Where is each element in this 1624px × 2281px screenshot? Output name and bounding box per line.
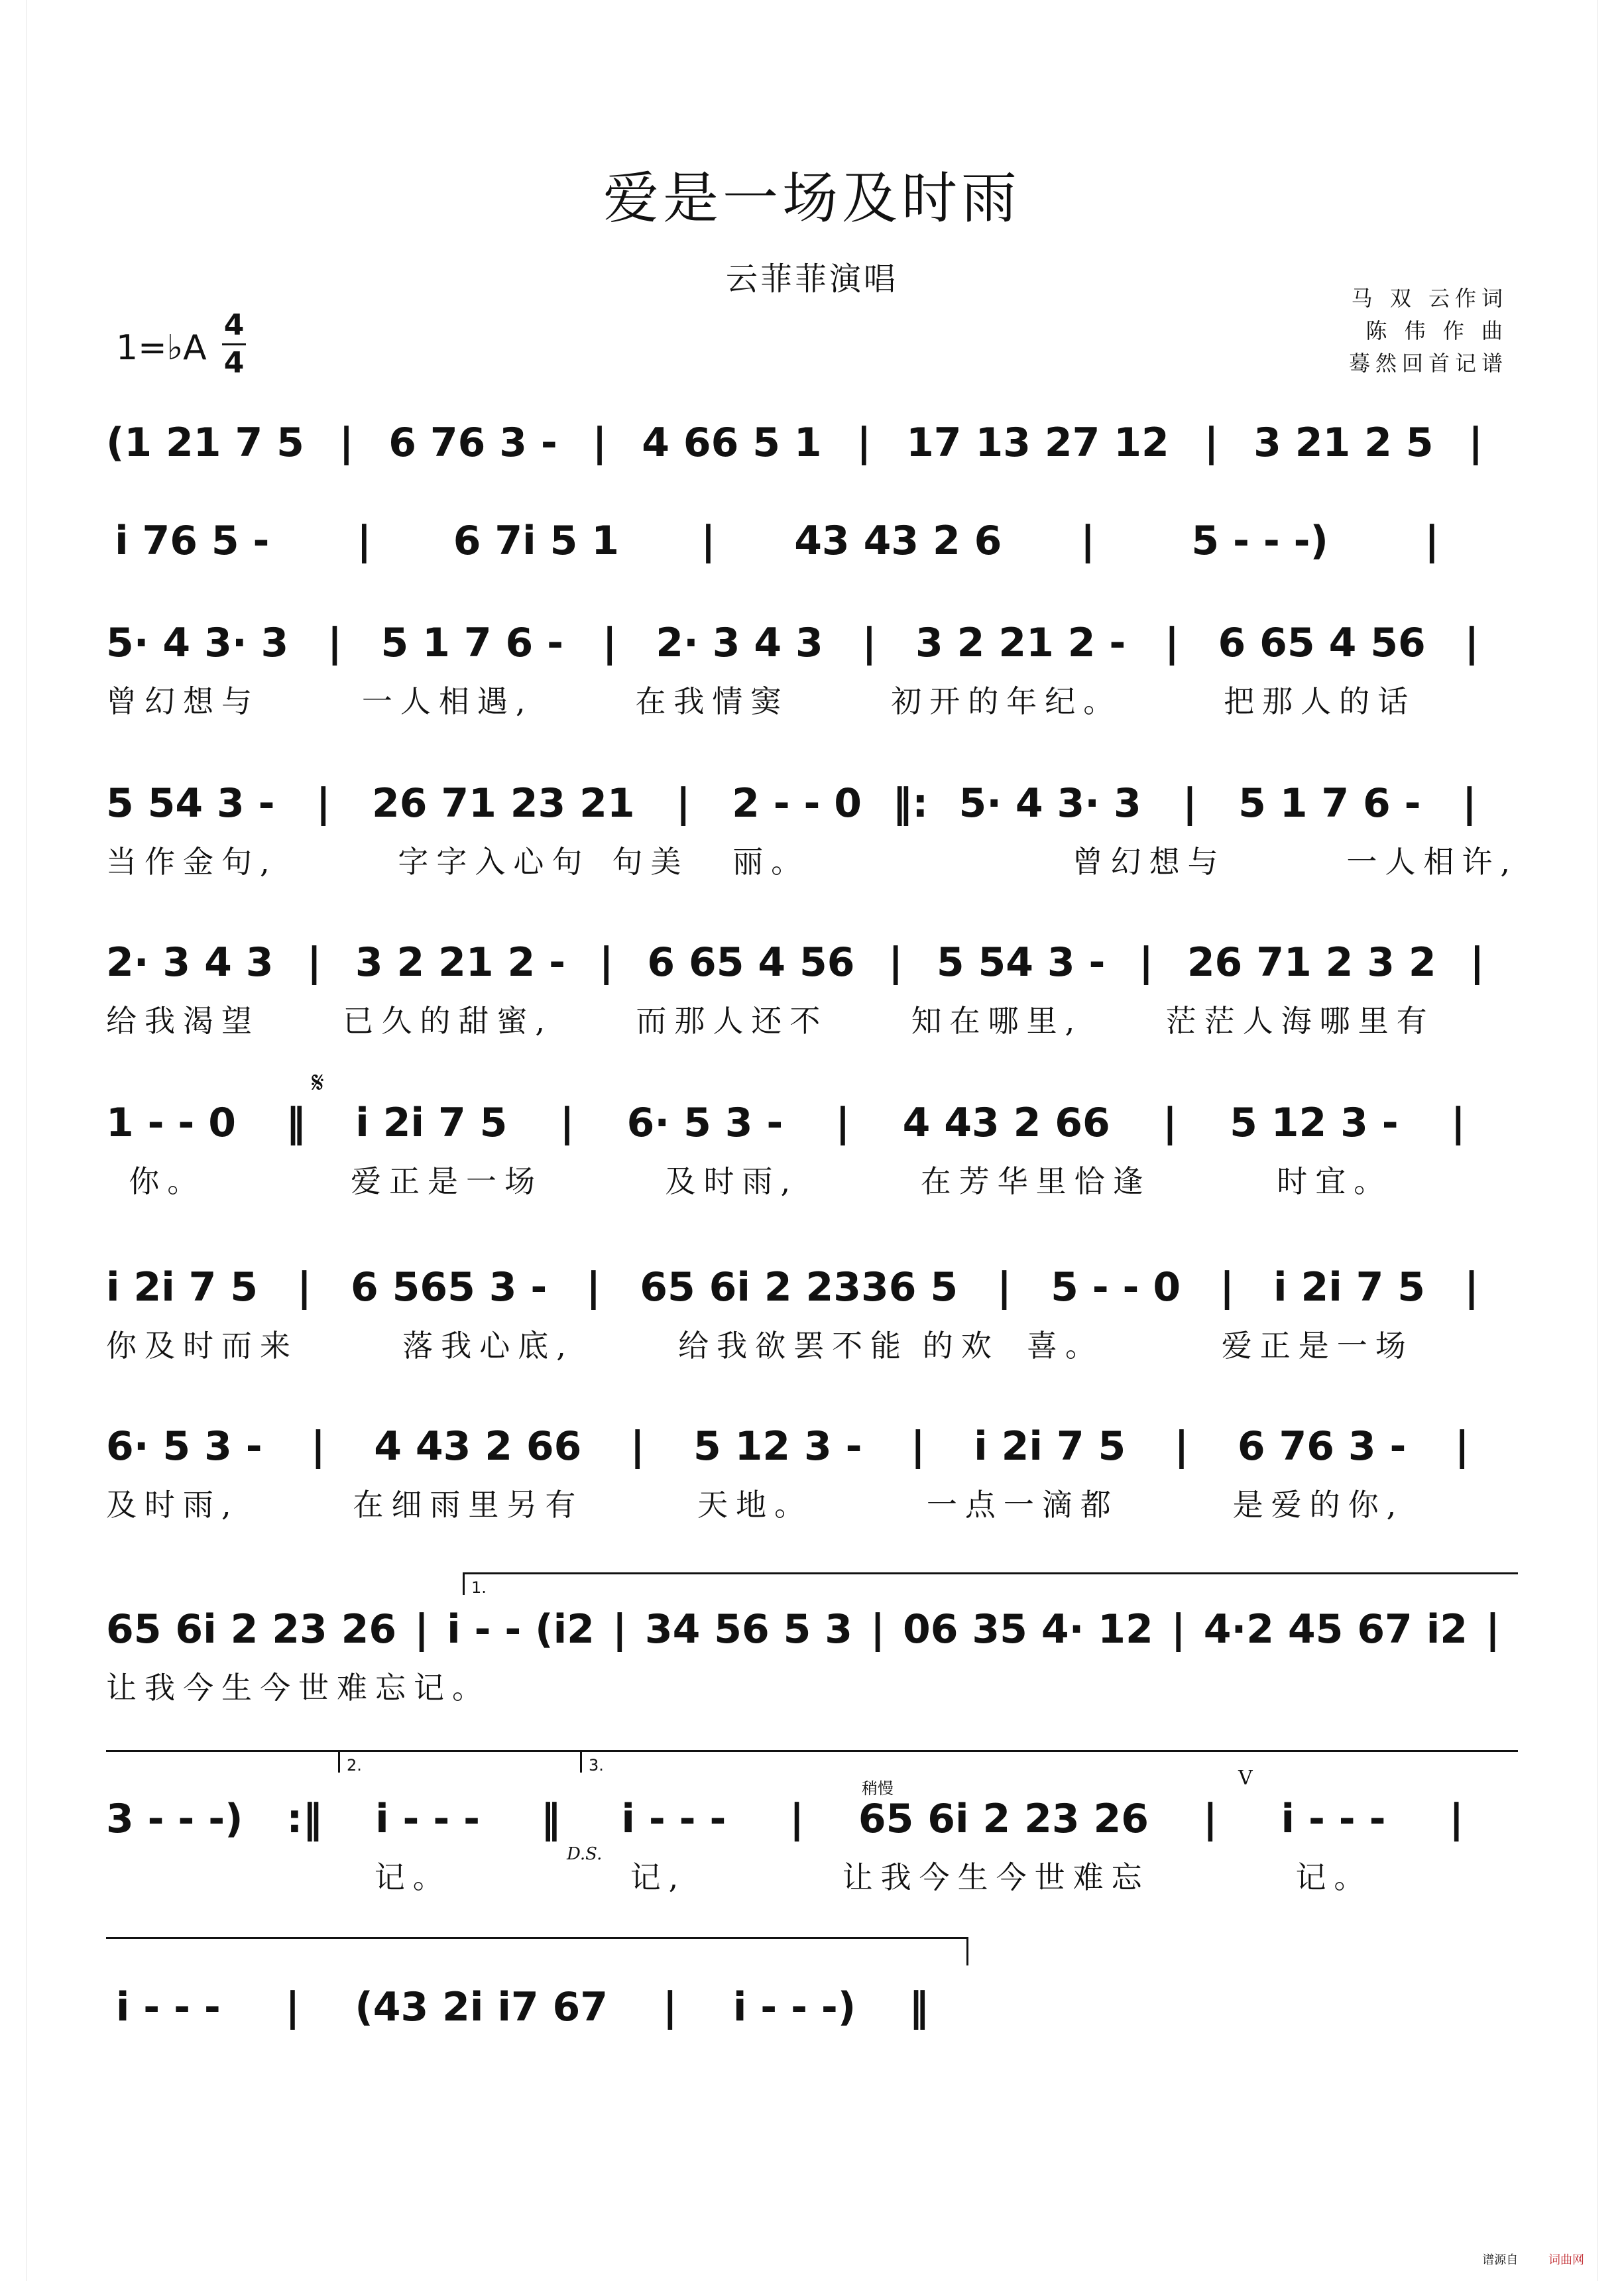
measure: 4 43 2 66 [902,1100,1110,1146]
barline: | [1464,620,1479,666]
lyric-segment: 而那人还不 [636,1003,829,1039]
notation-row [106,1981,981,2034]
barline: | [559,1100,575,1146]
lyric-segment: 是爱的你, [1232,1487,1405,1523]
measure: 17 13 27 12 [906,420,1169,466]
barline: | [1182,780,1197,827]
footer-site-a: 谱源自 [1482,2253,1519,2267]
barline: | [1464,1264,1479,1311]
measure: i - - - [375,1796,481,1842]
barline: | [327,620,342,666]
lyric-segment: 在芳华里恰逢 [920,1163,1151,1199]
lyric-segment: 及时雨, [665,1163,799,1199]
measure: 26 71 23 21 [371,780,635,827]
composer-credit: 陈 伟 作 曲 [1365,318,1508,343]
score-system-5 [106,936,1518,1042]
score-system-8 [106,1420,1518,1526]
score-system-4 [106,777,1518,883]
measure: 1 - - 0 [106,1100,236,1146]
lyric-segment: 曾幻想与 [106,683,260,719]
score-system-6 [106,1096,1518,1202]
barline: | [310,1423,325,1470]
measure: 36 5 [861,1264,958,1311]
measure: 6 7i 5 1 [453,518,619,564]
breath-mark: V [1238,1767,1253,1790]
measure: 6 65 4 56 [1218,620,1426,666]
measure: (1 21 7 5 [106,420,304,466]
lyricist-credit: 马 双 云作词 [1351,286,1508,311]
barline: | [1424,518,1440,564]
barline: | [586,1264,601,1311]
lyric-segment: 落我心底, [402,1328,574,1364]
measure: 5· 4 3· 3 [106,620,289,666]
volta-3-bracket [580,1750,1518,1773]
measure: 34 56 5 3 [644,1606,853,1653]
barline: | [599,939,614,986]
measure: 65 6i 2 23 [640,1264,861,1311]
barline: | [789,1796,805,1842]
measure: 4 66 5 1 [642,420,822,466]
barline: | [1139,939,1154,986]
measure: (43 2i i7 67 [355,1984,609,2030]
measure: i - - - [621,1796,726,1842]
lyrics-row [106,676,1518,723]
barline: | [856,420,872,466]
measure: 5 1 7 6 - [380,620,563,666]
time-numerator: 4 [223,308,245,342]
notation-row [106,1792,1518,1845]
volta-2-bracket [338,1750,580,1773]
barline: | [870,1606,885,1653]
measure: 5 12 3 - [1230,1100,1399,1146]
lyric-segment: 把那人的话 [1224,683,1417,719]
barline: | [285,1984,300,2030]
barline: | [1202,1796,1218,1842]
segno-sign: 𝄋 [312,1066,324,1100]
barline: | [1171,1606,1186,1653]
barline: | [316,780,331,827]
barline: | [1220,1264,1234,1311]
final-barline: ‖ [909,1984,929,2030]
lyrics-row [106,1480,1518,1526]
notation-row [106,936,1518,989]
volta-1-bracket [463,1572,1518,1595]
measure: 6 76 3 - [388,420,557,466]
measure: i - - -) [732,1984,856,2030]
measure: 6 76 3 - [1237,1423,1407,1470]
measure: 26 71 2 3 2 [1187,939,1436,986]
measure: 2· 3 4 3 [656,620,823,666]
lyric-segment: 在细雨里另有 [353,1487,584,1523]
barline: | [1454,1423,1470,1470]
score-system-11 [106,1981,981,2034]
measure: i - - - [115,1984,221,2030]
lyric-segment: 时宜。 [1277,1163,1393,1199]
score-system-7 [106,1261,1518,1367]
measure: i - - (i2 [447,1606,595,1653]
barline: | [701,518,716,564]
barline: | [592,420,607,466]
barline: | [414,1606,430,1653]
notation-row [106,1420,1518,1473]
ds-marking: D.S. [567,1844,603,1864]
measure: 65 6i 2 23 26 [106,1606,397,1653]
measure: i 2i 7 5 [974,1423,1126,1470]
lyric-segment: 爱正是一场 [1221,1328,1414,1364]
measure: 6 565 3 - [351,1264,548,1311]
measure: i 2i 7 5 [355,1100,508,1146]
measure: 5 1 7 6 - [1238,780,1421,827]
lyric-segment: 记, [630,1859,687,1895]
song-title: 爱是一场及时雨 [603,166,1021,231]
barline: | [602,620,617,666]
lyric-segment: 及时雨, [106,1487,239,1523]
barline: | [910,1423,925,1470]
notation-row [106,514,1518,567]
measure: 2· 3 4 3 [106,939,274,986]
notation-row [106,416,1518,469]
repeat-start-barline: ‖: [892,780,929,827]
measure: 3 2 21 2 - [355,939,566,986]
notation-row [106,777,1518,830]
barline: | [1468,420,1483,466]
measure: 43 43 2 6 [794,518,1002,564]
barline: | [862,620,877,666]
measure: 6 65 4 56 [647,939,855,986]
measure: 2 - - 0 [732,780,862,827]
singer-credit: 云菲菲演唱 [725,261,898,298]
measure: 5 - - 0 [1051,1264,1181,1311]
measure: i 2i 7 5 [106,1264,259,1311]
barline: | [835,1100,850,1146]
lyric-segment: 给我欲罢不能 [678,1328,909,1364]
repeat-end-barline: :‖ [286,1796,323,1842]
lyric-segment: 喜。 [1026,1328,1104,1364]
volta-3-label: 3. [589,1756,604,1775]
measure: 5 12 3 - [693,1423,862,1470]
barline: | [612,1606,627,1653]
barline: | [297,1264,312,1311]
lyric-segment: 在我情窦 [635,683,789,719]
barline: | [307,939,322,986]
measure: 5 - - -) [1191,518,1328,564]
barline: | [997,1264,1012,1311]
lyric-segment: 初开的年纪。 [891,683,1122,719]
score-system-1 [106,416,1518,469]
coda-bracket [106,1937,968,1965]
measure: 6· 5 3 - [626,1100,783,1146]
volta-1-label: 1. [471,1578,487,1597]
lyric-segment: 一人相遇, [361,683,534,719]
measure: 5 54 3 - [936,939,1106,986]
right-margin-strip [1597,0,1624,2281]
notation-row [106,616,1518,670]
lyric-segment: 记。 [1295,1859,1373,1895]
score-system-9 [106,1603,1518,1709]
measure: i 76 5 - [115,518,270,564]
measure: i 2i 7 5 [1273,1264,1426,1311]
measure: 6· 5 3 - [106,1423,262,1470]
measure: 3 2 21 2 - [915,620,1126,666]
notation-row [106,1096,1518,1149]
lyrics-row [106,1663,1518,1709]
lyric-segment: 记。 [374,1859,451,1895]
lyric-segment: 字字入心句 [398,844,591,880]
time-divider [222,343,246,345]
barline: | [1080,518,1096,564]
barline: | [1162,1100,1177,1146]
lyrics-row [106,837,1518,883]
double-barline: ‖ [286,1100,306,1146]
notation-row [106,1603,1518,1656]
barline: | [1449,1796,1464,1842]
lyric-segment: 你。 [129,1163,206,1199]
lyric-segment: 已久的甜蜜, [343,1003,553,1039]
lyric-segment: 让我今生今世难忘 [842,1859,1150,1895]
lyric-segment: 让我今生今世难忘记。 [106,1670,491,1706]
measure: 06 35 4· 12 [903,1606,1153,1653]
lyrics-row [106,996,1518,1042]
lyric-segment: 丽。 [732,844,810,880]
barline: | [675,780,691,827]
measure: 5· 4 3· 3 [958,780,1141,827]
measure: 65 6i 2 23 26 [858,1796,1149,1842]
lyric-segment: 曾幻想与 [1072,844,1226,880]
lyrics-row [106,1852,1518,1899]
lyric-segment: 一人相许, [1346,844,1519,880]
lyric-segment: 知在哪里, [911,1003,1083,1039]
barline: | [662,1984,677,2030]
double-barline: ‖ [540,1796,561,1842]
barline: | [630,1423,645,1470]
credits-block [1349,282,1508,380]
measure: 3 21 2 5 [1253,420,1434,466]
footer-credits [1482,2251,1584,2268]
barline: | [1450,1100,1466,1146]
time-denominator: 4 [223,346,245,380]
score-system-2 [106,514,1518,567]
barline: | [1462,780,1477,827]
measure: 3 - - -) [106,1796,243,1842]
barline: | [1164,620,1179,666]
time-signature [222,309,246,380]
key-signature: 1=♭A [116,328,207,368]
score-system-10 [106,1792,1518,1899]
barline: | [1174,1423,1189,1470]
transcriber-credit: 蓦然回首记谱 [1348,351,1508,376]
lyric-segment: 茫茫人海哪里有 [1165,1003,1435,1039]
barline: | [888,939,903,986]
lyric-segment: 句美 [612,844,689,880]
lyric-segment: 你及时而来 [106,1328,298,1364]
barline: | [339,420,354,466]
lyrics-row [106,1156,1518,1202]
volta-2-label: 2. [347,1756,362,1775]
notation-row [106,1261,1518,1314]
tempo-marking: 稍慢 [862,1779,894,1798]
footer-site-b: 词曲网 [1548,2253,1584,2267]
measure: 4 43 2 66 [374,1423,582,1470]
barline: | [1470,939,1485,986]
lyric-segment: 当作金句, [106,844,278,880]
barline: | [1204,420,1219,466]
measure: 4·2 45 67 i2 [1203,1606,1468,1653]
measure: 5 54 3 - [106,780,275,827]
lyric-segment: 的欢 [922,1328,1000,1364]
lyric-segment: 一点一滴都 [926,1487,1119,1523]
lyric-segment: 给我渴望 [106,1003,260,1039]
measure: i - - - [1281,1796,1386,1842]
score-system-3 [106,616,1518,723]
lyrics-row [106,1320,1518,1367]
lyric-segment: 天地。 [697,1487,813,1523]
left-margin-strip [0,0,27,2281]
lyric-segment: 爱正是一场 [350,1163,543,1199]
barline: | [1485,1606,1500,1653]
barline: | [357,518,372,564]
